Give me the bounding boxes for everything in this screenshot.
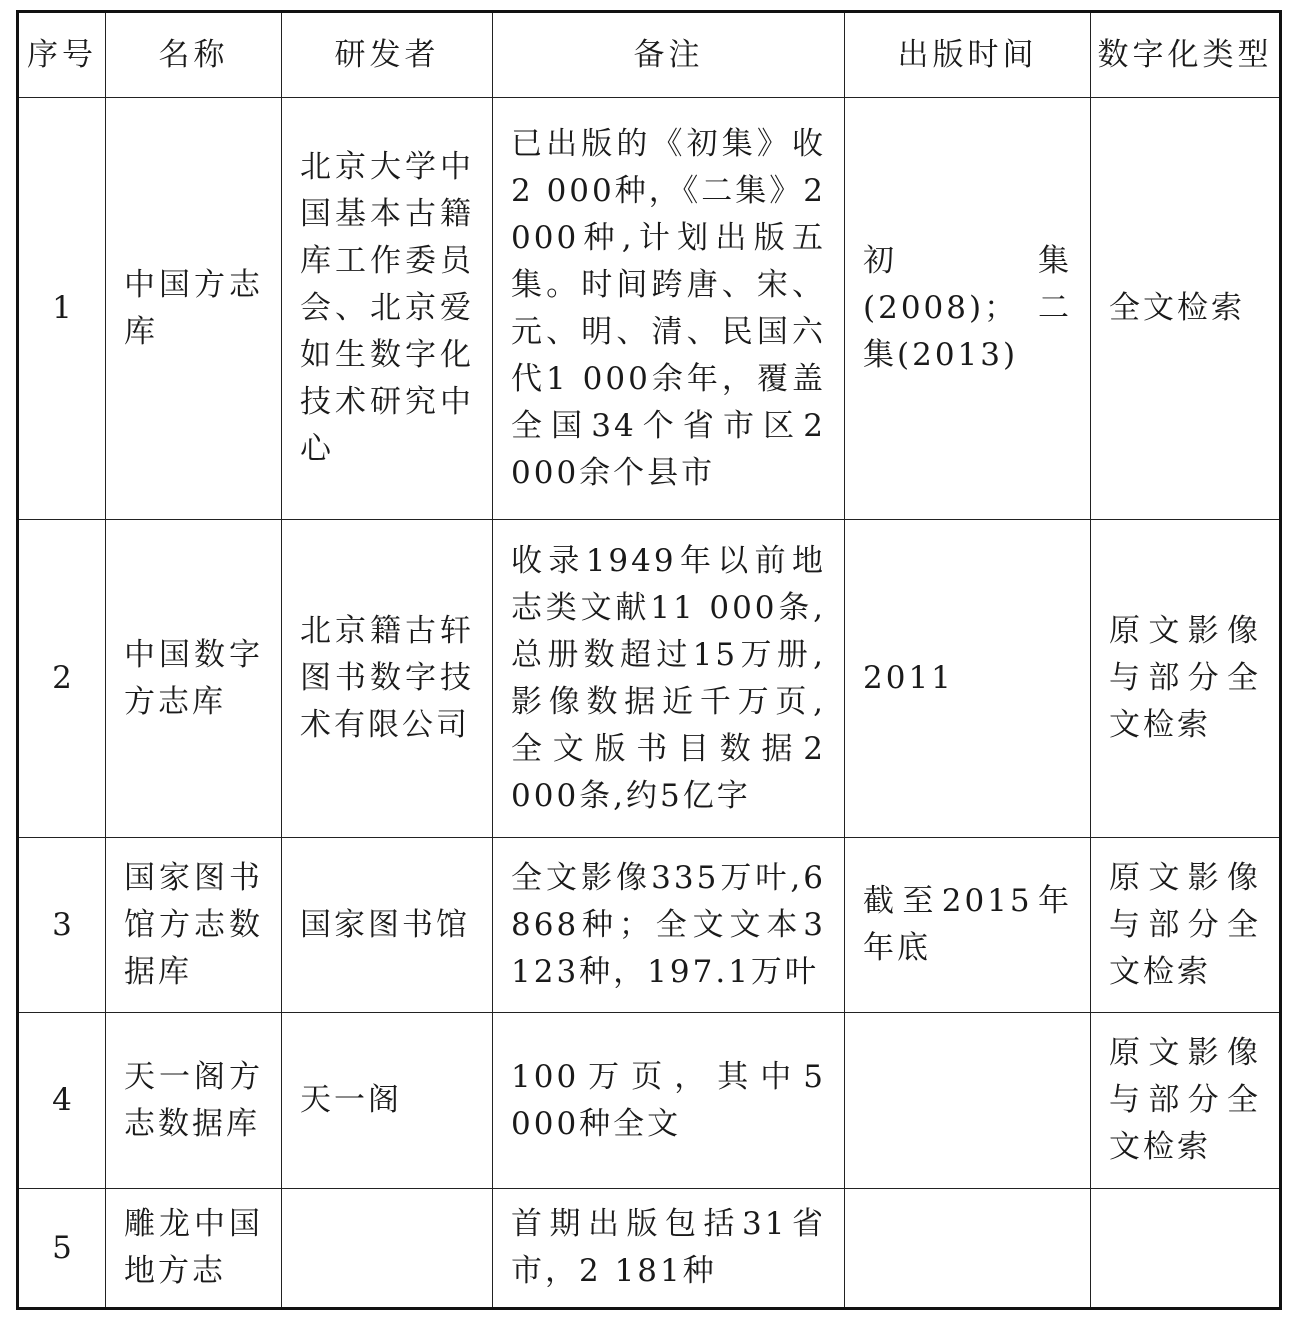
header-index: 序号 [18,12,106,98]
table-row [18,1013,1281,1189]
table-row [18,98,1281,520]
row-notes: 已出版的《初集》收2 000种，《二集》2 000种,计划出版五集。时间跨唐、宋、元、明、清、民国六代1 000余年，覆盖全国34个省市区2 000余个县市 [511,125,826,491]
row-name: 天一阁方志数据库 [124,1058,263,1142]
row-notes: 全文影像335万叶,6 868种；全文文本3 123种，197.1万叶 [511,859,826,990]
row-index: 5 [18,1189,106,1309]
row-index: 3 [18,838,106,1013]
row-developer: 国家图书馆 [300,906,470,943]
row-developer: 天一阁 [300,1082,402,1118]
header-type: 数字化类型 [1091,12,1281,98]
header-row [18,12,1281,98]
table-row [18,838,1281,1013]
row-published: 截至2015年年底 [863,883,1072,966]
header-name: 名称 [106,12,282,98]
row-index: 4 [18,1013,106,1189]
row-name: 中国方志库 [124,266,263,350]
row-name: 中国数字方志库 [124,636,263,720]
header-notes: 备注 [493,12,845,98]
row-developer: 北京大学中国基本古籍库工作委员会、北京爱如生数字化技术研究中心 [300,149,474,467]
row-name: 雕龙中国地方志 [124,1206,263,1289]
row-type: 原文影像与部分全文检索 [1109,1035,1261,1165]
row-type: 全文检索 [1109,290,1245,326]
row-notes: 100万页，其中5 000种全文 [511,1058,826,1142]
row-index: 1 [18,98,106,520]
row-developer: 北京籍古轩图书数字技术有限公司 [300,613,474,743]
header-published: 出版时间 [845,12,1091,98]
row-notes: 首期出版包括31省市，2 181种 [511,1206,826,1289]
row-published: 2011 [863,660,954,696]
table-row [18,1189,1281,1309]
row-type: 原文影像与部分全文检索 [1109,613,1261,743]
row-notes: 收录1949年以前地志类文献11 000条,总册数超过15万册,影像数据近千万页,全文版书目数据2 000条,约5亿字 [511,542,826,814]
row-type: 原文影像与部分全文检索 [1109,859,1261,990]
database-table [16,10,1282,1310]
row-published: 初集(2008)；二集(2013) [863,243,1072,373]
table-row [18,520,1281,838]
row-name: 国家图书馆方志数据库 [124,859,263,990]
header-developer: 研发者 [282,12,493,98]
row-index: 2 [18,520,106,838]
